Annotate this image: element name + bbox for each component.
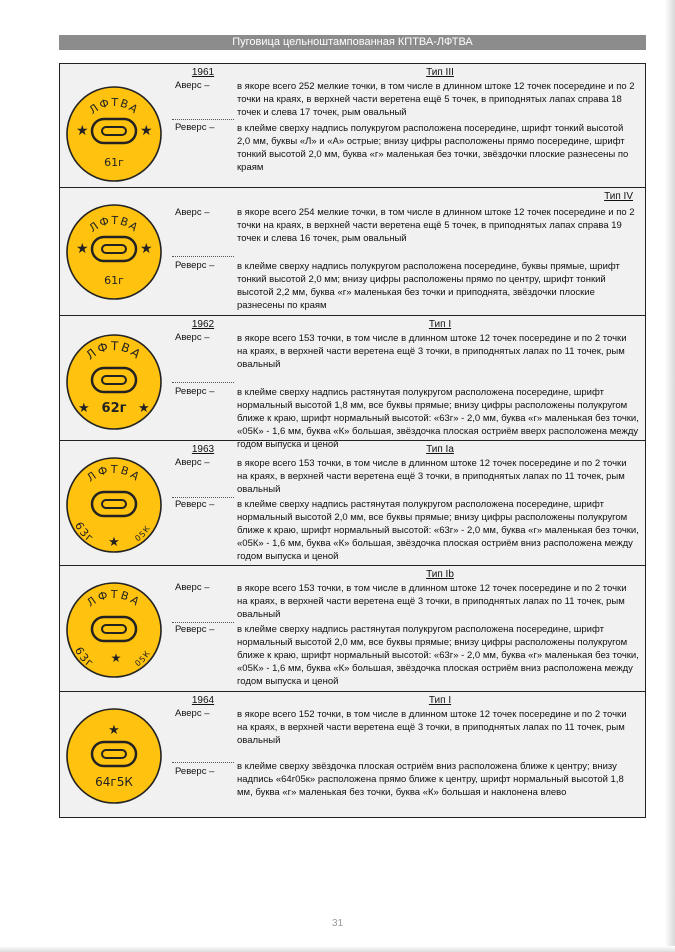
catalog-row	[60, 64, 645, 188]
button-coin-image	[64, 455, 164, 555]
button-catalog-table	[59, 63, 646, 818]
svg-text:05К: 05К	[133, 524, 152, 544]
svg-text:ЛФТВА: ЛФТВА	[84, 462, 144, 485]
year-label: 1962	[191, 319, 215, 330]
star-icon: ★	[110, 651, 122, 665]
dotted-leader	[172, 382, 234, 383]
type-label: Тип III	[426, 67, 454, 78]
button-coin-image	[64, 202, 164, 302]
button-coin-image	[64, 84, 164, 184]
averse-description: в якоре всего 153 точки, в том числе в длинном штоке 12 точек посередине и по 2 точки на краях, в верхней части веретена ещё 3 точки, в приподнятых лапах по 11 точек, рым овальный	[237, 583, 627, 620]
star-icon: ★	[140, 123, 153, 139]
reverse-description: в клейме сверху надпись растянутая полукругом расположена посередине, шрифт нормальный высотой 2,0 мм, все буквы прямые; внизу цифры расположены полукругом ближе к краю, шрифт нормальный высотой: «63г» - 2,0 мм, буква «г» маленькая без точки, «05К» - 1,6 мм, буква «К» большая, звёздочка плоская остриём вниз расположена между годом выпуска и ценой	[237, 624, 639, 687]
dotted-leader	[172, 256, 234, 257]
year-label: 1963	[191, 444, 215, 455]
type-label: Тип I	[428, 319, 452, 330]
svg-text:63г: 63г	[71, 644, 96, 670]
button-coin-image	[64, 332, 164, 432]
type-label: Тип Ia	[426, 444, 454, 455]
year-label: 1961	[191, 67, 215, 78]
svg-text:61г: 61г	[104, 156, 124, 169]
reverse-label: Реверс –	[175, 499, 215, 510]
reverse-label: Реверс –	[175, 386, 215, 397]
svg-text:05К: 05К	[133, 649, 152, 669]
reverse-label: Реверс –	[175, 122, 215, 133]
reverse-description: в клейме сверху надпись растянутая полукругом расположена посередине, шрифт нормальный высотой 1,8 мм, все буквы прямые; внизу цифры расположены полукругом ближе к краю, шрифт нормальный высотой: «63г» - 2,0 мм, буква «г» маленькая без точки, «05К» - 1,6 мм, буква «К» большая, звёздочка плоская остриём вверх расположена между годом выпуска и ценой	[237, 387, 639, 450]
star-icon: ★	[76, 123, 89, 139]
catalog-row	[60, 692, 645, 817]
averse-description: в якоре всего 153 точки, в том числе в длинном штоке 12 точек посередине и по 2 точки на краях, в верхней части веретена ещё 3 точки, в приподнятых лапах по 11 точек, рым овальный	[237, 333, 627, 370]
year-label: 1964	[191, 695, 215, 706]
star-icon: ★	[78, 401, 90, 416]
svg-text:64г5К: 64г5К	[95, 775, 133, 789]
type-label: Тип I	[428, 695, 452, 706]
page-edge-shadow	[665, 0, 675, 952]
reverse-label: Реверс –	[175, 766, 215, 777]
averse-label: Аверс –	[175, 582, 210, 593]
svg-text:ЛФТВА: ЛФТВА	[86, 95, 142, 117]
dotted-leader	[172, 622, 234, 623]
svg-text:62г: 62г	[101, 401, 127, 416]
type-label: Тип Ib	[426, 569, 454, 580]
svg-text:ЛФТВА: ЛФТВА	[84, 587, 144, 610]
catalog-row	[60, 441, 645, 566]
reverse-description: в клейме сверху надпись растянутая полукругом расположена посередине, шрифт нормальный высотой 2,0 мм, все буквы прямые; внизу цифры расположены полукругом ближе к краю, шрифт нормальный высотой: «63г» - 2,0 мм, буква «г» маленькая без точки, «05К» - 1,6 мм, буква «К» большая, звёздочка плоская остриём вниз расположена между годом выпуска и ценой	[237, 499, 639, 562]
averse-label: Аверс –	[175, 332, 210, 343]
star-icon: ★	[138, 401, 150, 416]
button-coin-image	[64, 706, 164, 806]
reverse-label: Реверс –	[175, 624, 215, 635]
star-icon: ★	[108, 535, 120, 550]
averse-description: в якоре всего 152 точки, в том числе в длинном штоке 12 точек посередине и по 2 точки на краях, в верхней части веретена ещё 3 точки, в приподнятых лапах по 11 точек, рым овальный	[237, 709, 627, 746]
dotted-leader	[172, 497, 234, 498]
star-icon: ★	[76, 241, 89, 257]
svg-text:ЛФТВА: ЛФТВА	[83, 338, 145, 363]
averse-label: Аверс –	[175, 207, 210, 218]
catalog-row	[60, 188, 645, 316]
reverse-description: в клейме сверху надпись полукругом расположена посередине, буквы прямые, шрифт тонкий высотой 2,0 мм; внизу цифры расположены прямо по центру, шрифт тонкий высотой 2,2 мм, буква «г» маленькая без точки и приподнята, звёздочки плоские разнесены по краям	[237, 261, 620, 311]
svg-text:ЛФТВА: ЛФТВА	[86, 213, 142, 235]
dotted-leader	[172, 119, 234, 120]
averse-label: Аверс –	[175, 708, 210, 719]
averse-label: Аверс –	[175, 80, 210, 91]
reverse-label: Реверс –	[175, 260, 215, 271]
star-icon: ★	[140, 241, 153, 257]
button-coin-image	[64, 580, 164, 680]
reverse-description: в клейме сверху звёздочка плоская остриём вниз расположена ближе к центру; внизу надпись «64г05к» расположена прямо ближе к центру, шрифт нормальный высотой 1,8 мм, буква «г» маленькая без точки, буква «К» большая и наклонена влево	[237, 761, 624, 798]
averse-description: в якоре всего 252 мелкие точки, в том числе в длинном штоке 12 точек посередине и по 2 точки на краях, в верхней части веретена ещё 5 точек, в приподнятых лапах справа 18 точек и слева 17 точек, рым овальный	[237, 81, 635, 118]
type-label: Тип IV	[604, 191, 633, 202]
svg-text:61г: 61г	[104, 274, 124, 287]
page-number: 31	[331, 918, 344, 929]
averse-description: в якоре всего 254 мелкие точки, в том числе в длинном штоке 12 точек посередине и по 2 точки на краях, в верхней части веретена ещё 5 точек, в приподнятых лапах справа 19 точек и слева 16 точек, рым овальный	[237, 207, 635, 244]
page-edge-shadow-bottom	[0, 946, 675, 952]
reverse-description: в клейме сверху надпись полукругом расположена посередине, шрифт тонкий высотой 2,0 мм, буквы «Л» и «А» острые; внизу цифры расположены прямо посередине, шрифт тонкий высотой 2,0 мм, буква «г» маленькая без точки, звёздочки плоские разнесены по краям	[237, 123, 629, 173]
dotted-leader	[172, 762, 234, 763]
star-icon: ★	[108, 723, 120, 738]
averse-label: Аверс –	[175, 457, 210, 468]
page-title: Пуговица цельноштампованная КПТВА-ЛФТВА	[59, 35, 646, 50]
catalog-row	[60, 566, 645, 692]
svg-text:63г: 63г	[71, 519, 96, 545]
averse-description: в якоре всего 153 точки, в том числе в длинном штоке 12 точек посередине и по 2 точки на краях, в верхней части веретена ещё 3 точки, в приподнятых лапах по 11 точек, рым овальный	[237, 458, 627, 495]
